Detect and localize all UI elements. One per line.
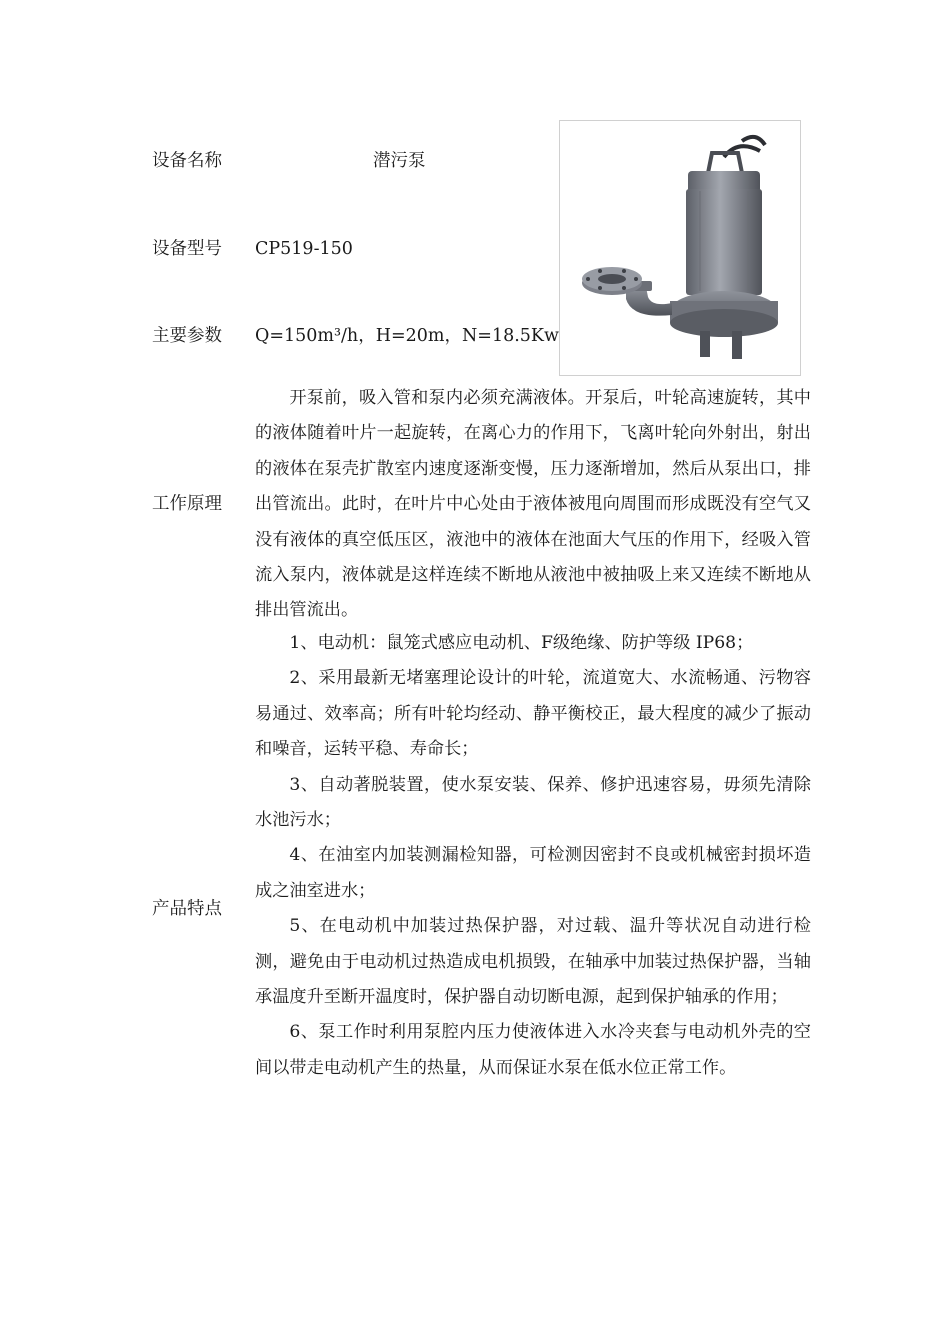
feature-item: 6、泵工作时利用泵腔内压力使液体进入水冷夹套与电动机外壳的空间以带走电动机产生的热量，从而保证水泵在低水位正常工作。 — [255, 1022, 811, 1078]
principle-text-block — [255, 381, 811, 629]
features-list — [255, 626, 811, 1086]
feature-item: 5、在电动机中加装过热保护器，对过载、温升等状况自动进行检测，避免由于电动机过热造成电机损毁，在轴承中加装过热保护器，当轴承温度升至断开温度时，保护器自动切断电源，起到保护轴承的作用； — [255, 916, 811, 1008]
product-photo — [559, 120, 801, 376]
params-value: Q=150m³/h，H=20m，N=18.5Kw — [255, 326, 559, 346]
model-label: 设备型号 — [152, 239, 222, 259]
feature-item: 2、采用最新无堵塞理论设计的叶轮，流道宽大、水流畅通、污物容易通过、效率高；所有叶轮均经动、静平衡校正，最大程度的减少了振动和噪音，运转平稳、寿命长； — [255, 668, 811, 760]
params-label: 主要参数 — [152, 326, 222, 346]
feature-item: 3、自动著脱装置，使水泵安装、保养、修护迅速容易，毋须先清除水池污水； — [255, 774, 811, 831]
features-label: 产品特点 — [152, 899, 222, 919]
feature-item: 4、在油室内加装测漏检知器，可检测因密封不良或机械密封损坏造成之油室进水； — [255, 845, 811, 901]
model-value: CP519-150 — [255, 239, 353, 259]
principle-paragraph: 开泵前，吸入管和泵内必须充满液体。开泵后，叶轮高速旋转，其中的液体随着叶片一起旋转，在离心力的作用下，飞离叶轮向外射出，射出的液体在泵壳扩散室内速度逐渐变慢，压力逐渐增加，然后从泵出口，排出管流出。此时，在叶片中心处由于液体被甩向周围而形成既没有空气又没有液体的真空低压区，液池中的液体在池面大气压的作用下，经吸入管流入泵内，液体就是这样连续不断地从液池中被抽吸上来又连续不断地从排出管流出。 — [255, 388, 811, 621]
name-label: 设备名称 — [152, 151, 222, 171]
principle-label: 工作原理 — [152, 494, 222, 514]
submersible-pump-icon — [560, 121, 800, 375]
name-value: 潜污泵 — [373, 151, 426, 171]
feature-item: 1、电动机：鼠笼式感应电动机、F级绝缘、防护等级 IP68； — [289, 633, 754, 653]
